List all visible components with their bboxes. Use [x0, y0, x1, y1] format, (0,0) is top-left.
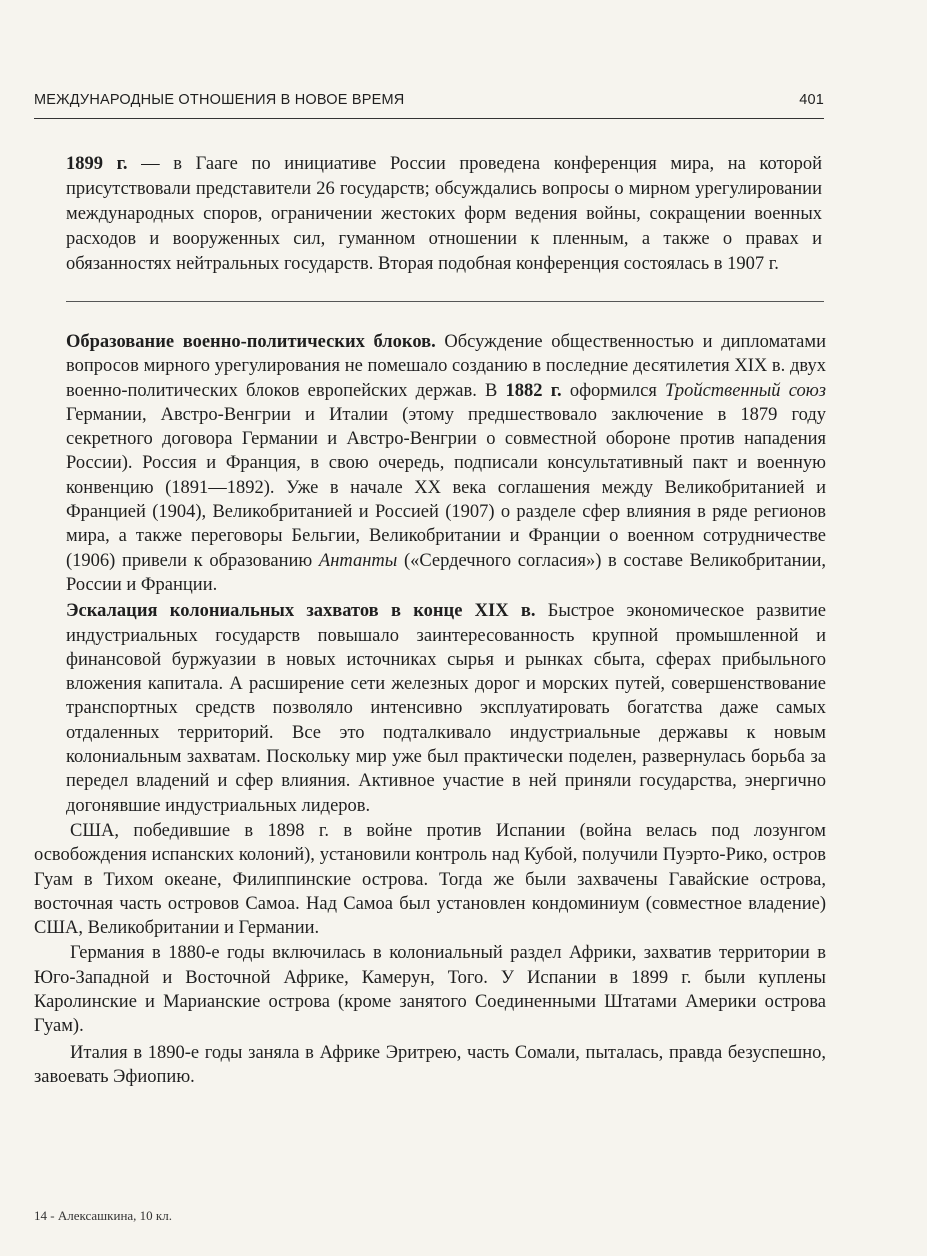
section-blocs-text-2: оформился — [561, 380, 666, 401]
section-blocs-year-1882: 1882 г. — [505, 380, 562, 401]
paragraph-usa: США, победившие в 1898 г. в войне против Испании (война велась под лозунгом освобождения испанских колоний), установили контроль над Кубой, получили Пуэрто-Рико, остров Гуам в Тихом океане, Филиппинские острова. Тогда же были захвачены Гавайские острова, восточная часть островов Самоа. Над Самоа был установлен кондоминиум (совместное владение) США, Великобритании и Германии. — [34, 820, 826, 939]
running-header — [34, 92, 824, 116]
main-text — [34, 330, 826, 1089]
section-blocs-paragraph — [66, 330, 826, 597]
term-triple-alliance: Тройственный союз — [665, 380, 826, 401]
page-number: 401 — [799, 92, 824, 108]
chronology-box — [66, 152, 822, 277]
section-colonial-paragraph — [66, 599, 826, 818]
section-colonial-heading: Эскалация колониальных захватов в конце XIX в. — [66, 601, 536, 622]
header-rule — [34, 118, 824, 119]
section-blocs-heading: Образование военно-политических блоков. — [66, 332, 436, 352]
section-colonial-text: Быстрое экономическое развитие индустриальных государств повышало заинтересованность крупной промышленной и финансовой буржуазии в новых источниках сырья и рынках сбыта, сферах прибыльного вложения капитала. А расширение сети железных дорог и морских путей, совершенствование транспортных средств позволяло интенсивно эксплуатировать богатства даже самых отдаленных территорий. Все это подталкивало индустриальные державы к новым колониальным захватам. Поскольку мир уже был практически поделен, развернулась борьба за передел владений и сфер влияния. Активное участие в ней приняли государства, энергично догонявшие индустриальных лидеров. — [66, 601, 826, 816]
paragraph-italy: Италия в 1890-е годы заняла в Африке Эритрею, часть Сомали, пыталась, правда безуспешно, завоевать Эфиопию. — [34, 1042, 826, 1087]
section-blocs-text-3: Германии, Австро-Венгрии и Италии (этому предшествовало заключение в 1879 году секретного договора Германии и Австро-Венгрии о совместной обороне против нападения России). Россия и Франция, в свою очередь, подписали консультативный пакт и военную конвенцию (1891—1892). Уже в начале XX века соглашения между Великобританией и Францией (1904), Великобританией и Россией (1907) о разделе сфер влияния в ряде регионов мира, а также переговоры Бельгии, Великобритании и Франции о военном сотрудничестве (1906) привели к образованию — [66, 404, 826, 571]
section-blocs-text-1: Обсуждение общественностью и дипломатами вопросов мирного урегулирования не помешало созданию в последние десятилетия XIX в. двух военно-политических блоков европейских держав. В — [66, 332, 826, 401]
paragraph-germany: Германия в 1880-е годы включилась в колониальный раздел Африки, захватив территории в Юго-Западной и Восточной Африке, Камерун, Того. У Испании в 1899 г. были куплены Каролинские и Марианские острова (кроме занятого Соединенными Штатами Америки острова Гуам). — [34, 943, 826, 1037]
printer-signature: 14 - Алексашкина, 10 кл. — [34, 1208, 172, 1223]
term-entente: Антанты — [318, 550, 398, 571]
header-title: МЕЖДУНАРОДНЫЕ ОТНОШЕНИЯ В НОВОЕ ВРЕМЯ — [34, 92, 405, 108]
box-rule — [66, 301, 824, 302]
section-blocs-text-4: («Сердечного согласия») в составе Великобритании, России и Франции. — [66, 550, 826, 595]
box-year: 1899 г. — [66, 154, 128, 174]
box-text: — в Гааге по инициативе России проведена конференция мира, на которой присутствовали представители 26 государств; обсуждались вопросы о мирном урегулировании международных споров, ограничении жестоких форм ведения войны, сокращении военных расходов и вооруженных сил, гуманном отношении к пленным, а также о правах и обязанностях нейтральных государств. Вторая подобная конференция состоялась в 1907 г. — [66, 154, 822, 274]
